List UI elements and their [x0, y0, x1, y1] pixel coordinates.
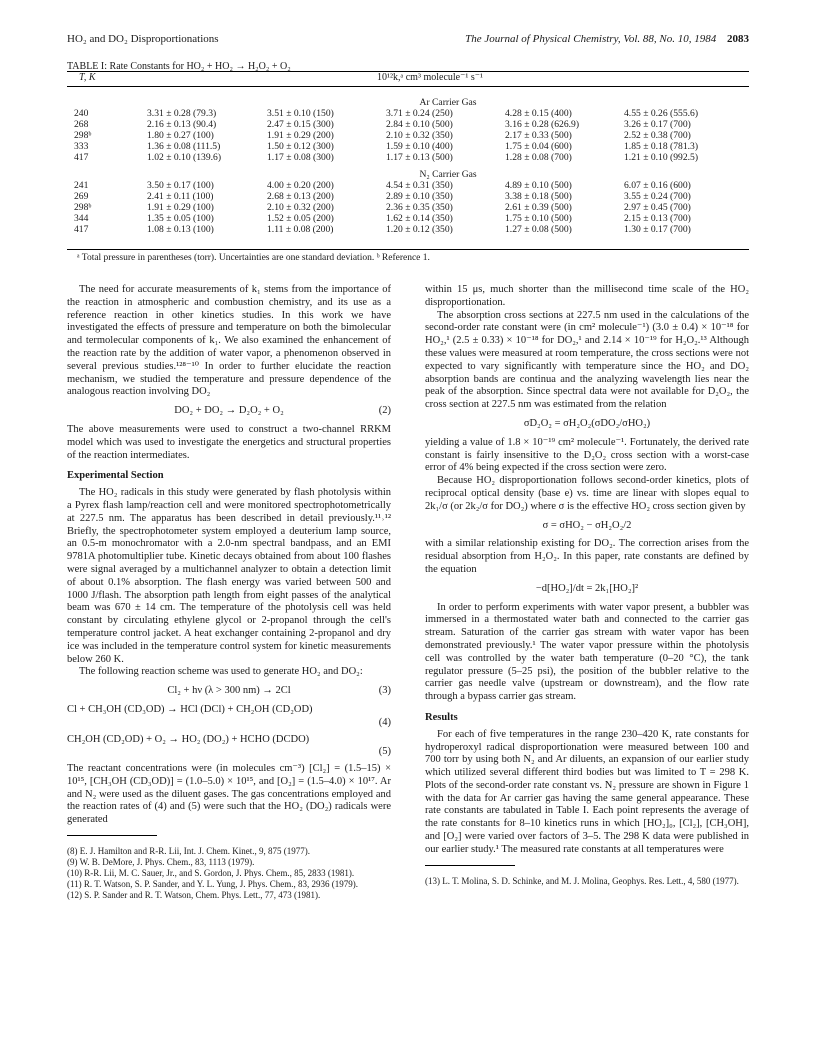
table-row: [67, 213, 749, 224]
rate-constant-cell: 4.00 ± 0.20 (200): [267, 180, 334, 191]
temperature-cell: 268: [74, 119, 89, 130]
rate-constant-cell: 2.10 ± 0.32 (200): [267, 202, 334, 213]
equation-2-number: (2): [378, 405, 391, 417]
rate-constant-cell: 2.15 ± 0.13 (700): [624, 213, 691, 224]
running-head-title: HO₂ and DO₂ Disproportionations: [67, 33, 219, 45]
equation-effective-sigma: σ = σHO₂ − σH₂O₂/2: [542, 519, 632, 531]
rate-constant-cell: 1.50 ± 0.12 (300): [267, 141, 334, 152]
rate-constant-cell: 1.52 ± 0.05 (200): [267, 213, 334, 224]
rate-constant-cell: 2.89 ± 0.10 (350): [386, 191, 453, 202]
rate-constant-cell: 2.97 ± 0.45 (700): [624, 202, 691, 213]
rate-constant-cell: 3.38 ± 0.18 (500): [505, 191, 572, 202]
paragraph: For each of five temperatures in the range 230–420 K, rate constants for hydroperoxyl radical disproportionation were measured between 100 and 700 torr by using both N₂ and Ar diluents, an expansion of our earlier study which utilized several different third bodies but was limited to T = 298 K. Plots of the second-order rate constant vs. N₂ pressure are shown in Figure 1 with the data for Ar carrier gas having the same general appearance. These rate constants are tabulated in Table I. Each point represents the average of the rate constants for 8–10 kinetics runs in which [HO₂]₀, [Cl₂], [CH₃OH], and [O₂] were varied over factors of 3–5. The 298 K data were published in our earlier study.¹ The measured rate constants at all temperatures were: [425, 728, 749, 855]
rate-constant-cell: 1.20 ± 0.12 (350): [386, 224, 453, 235]
paragraph: The following reaction scheme was used to generate HO₂ and DO₂:: [79, 666, 363, 678]
table-row: [67, 152, 749, 163]
rate-constant-cell: 3.55 ± 0.24 (700): [624, 191, 691, 202]
rate-constant-cell: 1.91 ± 0.29 (100): [147, 202, 214, 213]
temperature-cell: 298ᵇ: [74, 130, 92, 141]
page-number: 2083: [727, 33, 749, 45]
equation-5: [67, 734, 391, 760]
rate-constant-cell: 4.55 ± 0.26 (555.6): [624, 108, 699, 119]
paragraph: In order to perform experiments with water vapor present, a bubbler was immersed in a thermostated water bath and connected to the carrier gas stream. Saturation of the carrier gas stream with water vapor has been demonstrated previously.¹ The water vapor pressure within the photolysis cell was controlled by the water bath temperature (0–20 °C), the tank regulator pressure (5–25 psi), the position of the bubbler relative to the carrier gas needle valve (upstream or downstream), and the flow rate through a bypass carrier gas stream.: [425, 601, 749, 703]
rate-constant-cell: 3.16 ± 0.28 (626.9): [505, 119, 580, 130]
temperature-cell: 417: [74, 224, 89, 235]
rate-constant-cell: 3.26 ± 0.17 (700): [624, 119, 691, 130]
temperature-cell: 417: [74, 152, 89, 163]
rate-constant-cell: 3.31 ± 0.28 (79.3): [147, 108, 217, 119]
equation-rate-law: −d[HO₂]/dt = 2k₁[HO₂]²: [535, 582, 639, 594]
equation-3-body: Cl₂ + hν (λ > 300 nm) → 2Cl: [167, 685, 291, 697]
paragraph: yielding a value of 1.8 × 10⁻¹⁹ cm² molecule⁻¹. Fortunately, the derived rate constant is fairly insensitive to the D₂O₂ cross section with a worst-case error of 4% being expected if the cross section were zero.: [425, 436, 749, 474]
table-bottom-rule: [67, 249, 749, 250]
references-rule: [425, 865, 515, 866]
equation-sigma-d2o2: σD₂O₂ = σH₂O₂(σDO₂/σHO₂): [523, 417, 651, 429]
right-column: [425, 284, 749, 887]
table-row: [67, 180, 749, 191]
rate-constants-table: [67, 97, 749, 235]
rate-constant-cell: 2.10 ± 0.32 (350): [386, 130, 453, 141]
rate-constant-cell: 1.11 ± 0.08 (200): [267, 224, 334, 235]
rate-constant-cell: 2.61 ± 0.39 (500): [505, 202, 572, 213]
table-row: [67, 224, 749, 235]
table-footnote: ᵃ Total pressure in parentheses (torr). Uncertainties are one standard deviation. ᵇ Reference 1.: [77, 253, 430, 263]
temperature-cell: 344: [74, 213, 89, 224]
running-head-journal: [465, 33, 749, 45]
rate-constant-cell: 3.71 ± 0.24 (250): [386, 108, 453, 119]
table-caption: TABLE I: Rate Constants for HO₂ + HO₂ → H₂O₂ + O₂: [67, 61, 291, 72]
references-list: [425, 876, 749, 887]
rate-constant-cell: 1.21 ± 0.10 (992.5): [624, 152, 699, 163]
left-column: [67, 284, 391, 901]
rate-constant-cell: 1.85 ± 0.18 (781.3): [624, 141, 699, 152]
table-header-rule: [67, 86, 749, 87]
rate-constant-cell: 1.91 ± 0.29 (200): [267, 130, 334, 141]
rate-constant-cell: 1.17 ± 0.08 (300): [267, 152, 334, 163]
table-row: [67, 141, 749, 152]
rate-constant-cell: 4.54 ± 0.31 (350): [386, 180, 453, 191]
rate-constant-cell: 1.17 ± 0.13 (500): [386, 152, 453, 163]
rate-constant-cell: 2.84 ± 0.10 (500): [386, 119, 453, 130]
equation-2-body: DO₂ + DO₂ → D₂O₂ + O₂: [174, 405, 284, 417]
ar-group: [67, 97, 749, 163]
gas-label: Ar Carrier Gas: [419, 97, 477, 108]
table-row: [67, 202, 749, 213]
rate-constant-cell: 2.16 ± 0.13 (90.4): [147, 119, 217, 130]
rate-constant-cell: 1.75 ± 0.10 (500): [505, 213, 572, 224]
rate-constant-cell: 1.62 ± 0.14 (350): [386, 213, 453, 224]
rate-constant-cell: 1.80 ± 0.27 (100): [147, 130, 214, 141]
equation-5-number: (5): [378, 746, 391, 758]
gas-label: N₂ Carrier Gas: [419, 169, 477, 180]
references-rule: [67, 835, 157, 836]
paragraph: The above measurements were used to construct a two-channel RRKM model which was used to investigate the energetics and structural properties of the reaction intermediates.: [67, 423, 391, 461]
rate-constant-cell: 3.51 ± 0.10 (150): [267, 108, 334, 119]
table-row: [67, 119, 749, 130]
reference-item: (8) E. J. Hamilton and R-R. Lii, Int. J. Chem. Kinet., 9, 875 (1977).: [67, 846, 310, 857]
reference-item: (9) W. B. DeMore, J. Phys. Chem., 83, 1113 (1979).: [67, 857, 255, 868]
temperature-cell: 269: [74, 191, 89, 202]
rate-constant-cell: 1.30 ± 0.17 (700): [624, 224, 691, 235]
rate-constant-cell: 3.50 ± 0.17 (100): [147, 180, 214, 191]
table-row: [67, 108, 749, 119]
equation-2: [67, 405, 391, 418]
rate-constant-cell: 4.89 ± 0.10 (500): [505, 180, 572, 191]
section-heading-results: Results: [425, 711, 458, 723]
running-head: [67, 33, 749, 49]
reference-item: (11) R. T. Watson, S. P. Sander, and Y. L. Yung, J. Phys. Chem., 83, 2936 (1979).: [67, 879, 359, 890]
paragraph: The absorption cross sections at 227.5 nm used in the calculations of the second-order rate constant were (in cm² molecule⁻¹) (3.0 ± 0.4) × 10⁻¹⁸ for HO₂,¹ (2.5 ± 0.33) × 10⁻¹⁸ for DO₂,¹ and 2.14 × 10⁻¹⁹ for H₂O₂.¹³ Although these values were measured at room temperature, the cross sections were not expected to vary significantly with temperature since the HO₂ and DO₂ absorption bands are continua and the analyzing wavelength lies near the peak of the absorption. Since spectral data were not available for D₂O₂, the cross section at 227.5 nm was estimated from the relation: [425, 309, 749, 411]
rate-constant-cell: 2.17 ± 0.33 (500): [505, 130, 572, 141]
intro-paragraph: The need for accurate measurements of k₁ stems from the importance of the reaction in atmospheric and combustion chemistry, and its use as a reference reaction in other kinetics studies. In this work we have investigated the effects of pressure and temperature on both the bimolecular and termolecular components of k₁. We also examined the enhancement of the reaction rate by the addition of water vapor, a phenomenon observed in several previous studies.¹²⁸⁻¹⁰ In order to further elucidate the reaction mechanism, we studied the temperature and pressure dependence of the analogous reaction involving DO₂: [67, 284, 391, 398]
paragraph: with a similar relationship existing for DO₂. The correction arises from the residual absorption from H₂O₂. In this paper, rate constants are defined by the equation: [425, 538, 749, 575]
table-row: [67, 191, 749, 202]
rate-constant-cell: 1.75 ± 0.04 (600): [505, 141, 572, 152]
temperature-cell: 333: [74, 141, 89, 152]
references-list: [67, 846, 391, 901]
temperature-cell: 241: [74, 180, 89, 191]
equation-4-number: (4): [378, 716, 391, 728]
equation-4-body: Cl + CH₃OH (CD₃OD) → HCl (DCl) + CH₂OH (CD₂OD): [67, 703, 313, 715]
equation-3: [67, 685, 391, 698]
temperature-cell: 240: [74, 108, 89, 119]
rate-constant-cell: 1.59 ± 0.10 (400): [386, 141, 453, 152]
rate-constant-cell: 2.68 ± 0.13 (200): [267, 191, 334, 202]
temperature-cell: 298ᵇ: [74, 202, 92, 213]
table-row: [67, 130, 749, 141]
journal-name: The Journal of Physical Chemistry, Vol. 88, No. 10, 1984: [465, 33, 717, 45]
rate-constant-cell: 2.52 ± 0.38 (700): [624, 130, 691, 141]
rate-constant-cell: 1.36 ± 0.08 (111.5): [147, 141, 221, 152]
equation-4: [67, 704, 391, 730]
rate-constant-cell: 4.28 ± 0.15 (400): [505, 108, 572, 119]
rate-constant-cell: 1.28 ± 0.08 (700): [505, 152, 572, 163]
rate-constant-cell: 2.36 ± 0.35 (350): [386, 202, 453, 213]
rate-constant-cell: 1.02 ± 0.10 (139.6): [147, 152, 222, 163]
rate-constant-cell: 2.47 ± 0.15 (300): [267, 119, 334, 130]
paragraph: Because HO₂ disproportionation follows second-order kinetics, plots of reciprocal optical density (base e) vs. time are linear with slopes equal to 2k₁/σ (or 2k₂/σ for DO₂) where σ is the effective HO₂ cross section given by: [425, 475, 749, 512]
n2-group: [67, 163, 749, 235]
paragraph: The reactant concentrations were (in molecules cm⁻³) [Cl₂] = (1.5–15) × 10¹⁵, [CH₃OH (CD₃OD)] = (1.0–5.0) × 10¹⁵, and [O₂] = (1.5–4.0) × 10¹⁷. Ar and N₂ were used as the diluent gases. The gas concentrations employed and the reaction rates of (4) and (5) were such that the HO₂ (DO₂) radicals were generated: [67, 763, 391, 826]
reference-item: (13) L. T. Molina, S. D. Schinke, and M. J. Molina, Geophys. Res. Lett., 4, 580 (1977).: [425, 875, 739, 886]
rate-constant-cell: 1.27 ± 0.08 (500): [505, 224, 572, 235]
rate-constant-cell: 2.41 ± 0.11 (100): [147, 191, 214, 202]
equation-3-number: (3): [378, 685, 391, 697]
table-header-temperature: T, K: [79, 72, 96, 83]
reference-item: (10) R-R. Lii, M. C. Sauer, Jr., and S. Gordon, J. Phys. Chem., 85, 2833 (1981).: [67, 868, 355, 879]
rate-constant-cell: 1.35 ± 0.05 (100): [147, 213, 214, 224]
rate-constant-cell: 1.08 ± 0.13 (100): [147, 224, 214, 235]
equation-5-body: CH₂OH (CD₂OD) + O₂ → HO₂ (DO₂) + HCHO (DCDO): [67, 733, 310, 745]
table-header: [67, 72, 749, 86]
paragraph: The HO₂ radicals in this study were generated by flash photolysis within a Pyrex flash lamp/reaction cell and were monitored spectrophotometrically at 227.5 nm. The apparatus has been described in detail previously.¹¹˒¹² Briefly, the spectrophotometer system employed a deuterium lamp source, an 0.5-m monochromator with a 2.0-nm spectral bandpass, and an EMI 9781A photomultiplier tube. Kinetic decays obtained from about 100 flashes were signal averaged by a multichannel analyzer to obtain a detection limit of about 0.1% absorption. The flash energy was varied between 500 and 1000 J/flash. The absorption path length from eight passes of the analytical beam was 670 ± 14 cm. The temperature of the photolysis cell was held constant by circulating ethylene glycol or 2-propanol through the cell's temperature control jacket. A heat exchanger containing 2-propanol and dry ice was included in the temperature control system for kinetic measurements below 260 K.: [67, 487, 391, 665]
rate-constant-cell: 6.07 ± 0.16 (600): [624, 180, 691, 191]
paragraph: within 15 μs, much shorter than the millisecond time scale of the HO₂ disproportionation.: [425, 284, 749, 308]
reference-item: (12) S. P. Sander and R. T. Watson, Chem. Phys. Lett., 77, 473 (1981).: [67, 890, 321, 901]
table-header-units: 10¹²k,ᵃ cm³ molecule⁻¹ s⁻¹: [377, 72, 484, 83]
section-heading-experimental: Experimental Section: [67, 470, 164, 482]
